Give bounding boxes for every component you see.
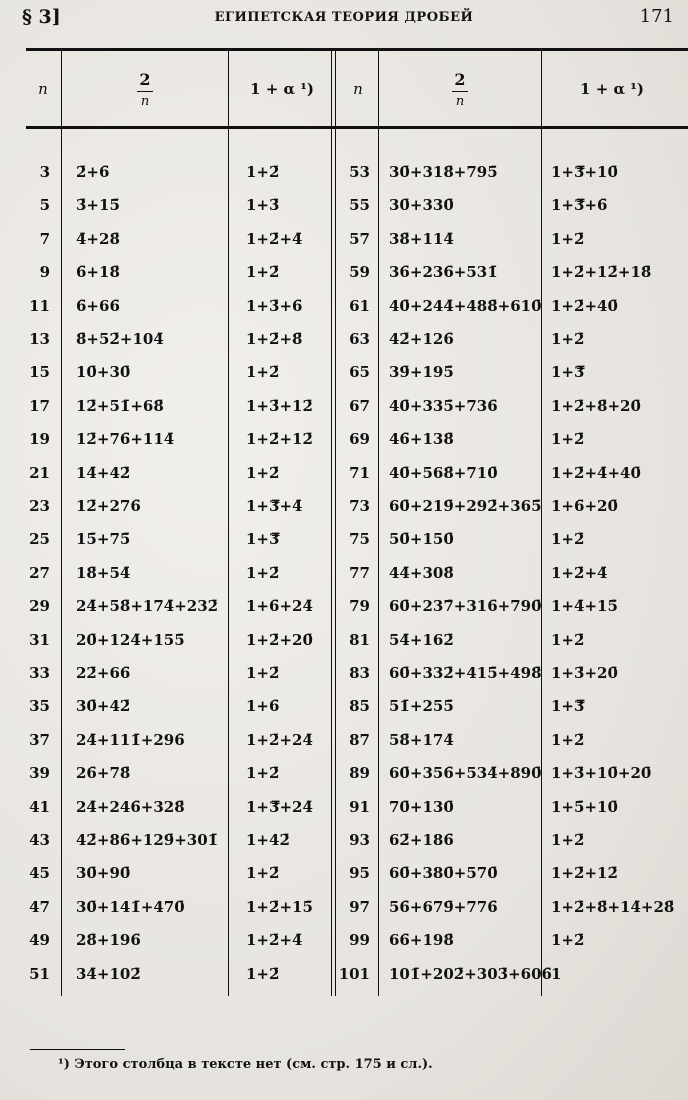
table-top-rule: [26, 48, 688, 51]
header-alpha: 1 + α ¹): [580, 80, 644, 98]
cell-fraction: 3̄+15̄: [76, 196, 120, 215]
table-row: [0, 697, 688, 730]
cell-alpha: 1+2̄+12̄: [246, 430, 313, 449]
cell-alpha: 1+2̄: [551, 229, 585, 248]
cell-alpha: 1+3̄+20̄: [551, 664, 618, 682]
cell-fraction: 101̄+202̄+303̄+606̄: [389, 964, 552, 983]
header-fraction: 2 n: [120, 70, 170, 109]
cell-alpha: 1+2̄: [246, 764, 280, 783]
cell-fraction: 24̄+246̄+328̄: [76, 797, 185, 816]
cell-alpha: 1+3̄+12̄: [246, 396, 313, 415]
cell-n: 37: [29, 730, 50, 749]
cell-n: 69: [349, 430, 370, 449]
cell-n: 61: [349, 296, 370, 315]
cell-alpha: 1+2̄+24̄: [246, 730, 313, 749]
cell-alpha: 1+3̿: [551, 697, 585, 716]
page-number: 171: [639, 6, 674, 27]
cell-fraction: 40̄+335̄+736̄: [389, 396, 498, 415]
cell-n: 93: [349, 831, 370, 849]
cell-fraction: 20̄+124̄+155̄: [76, 630, 185, 649]
cell-alpha: 1+2̄+8̄: [246, 330, 303, 348]
table-row: [0, 163, 688, 196]
cell-fraction: 60̄+356̄+534̄+890̄: [389, 764, 542, 783]
table-row: [0, 464, 688, 497]
cell-fraction: 30̄+141̄+470̄: [76, 897, 185, 916]
cell-fraction: 12̄+51̄+68̄: [76, 396, 164, 415]
cell-alpha: 1+2̄: [246, 163, 280, 181]
cell-n: 87: [349, 730, 370, 749]
table-row: [0, 297, 688, 330]
cell-fraction: 60̄+237̄+316̄+790̄: [389, 597, 542, 616]
cell-n: 49: [29, 931, 50, 950]
cell-n: 39: [29, 764, 50, 783]
cell-alpha: 1+2̄+4̄: [246, 931, 303, 950]
cell-n: 57: [349, 229, 370, 248]
cell-fraction: 14̄+42̄: [76, 463, 131, 482]
cell-n: 59: [349, 263, 370, 282]
cell-fraction: 10̄+30̄: [76, 363, 131, 382]
table-row: [0, 831, 688, 864]
cell-n: 97: [349, 897, 370, 916]
cell-n: 45: [29, 864, 50, 883]
cell-n: 71: [349, 463, 370, 482]
cell-alpha: 1: [551, 964, 562, 983]
cell-fraction: 51̄+255̄: [389, 697, 454, 716]
table-row: [0, 931, 688, 964]
cell-n: 9: [39, 263, 50, 282]
table-row: [0, 363, 688, 396]
cell-alpha: 1+3̿: [246, 530, 280, 549]
cell-n: 77: [349, 563, 370, 582]
cell-fraction: 44̄+308̄: [389, 563, 454, 582]
table-row: [0, 196, 688, 229]
cell-alpha: 1+2̄+4̄+40̄: [551, 463, 641, 482]
cell-n: 23: [29, 497, 50, 515]
table-row: [0, 597, 688, 630]
cell-alpha: 1+3̄+6̄: [246, 296, 303, 315]
cell-alpha: 1+3̿+24̄: [246, 797, 313, 816]
cell-fraction: 60̄+219̄+292̄+365̄: [389, 497, 542, 515]
cell-alpha: 1+2̄: [551, 931, 585, 950]
cell-fraction: 50̄+150̄: [389, 530, 454, 549]
cell-n: 89: [349, 764, 370, 783]
cell-alpha: 1+2̄: [551, 630, 585, 649]
cell-n: 35: [29, 697, 50, 716]
table-row: [0, 530, 688, 563]
cell-n: 5: [39, 196, 50, 215]
cell-fraction: 26̄+78̄: [76, 764, 131, 783]
cell-n: 47: [29, 897, 50, 916]
cell-alpha: 1+3̿: [551, 363, 585, 382]
cell-n: 13: [29, 330, 50, 348]
cell-fraction: 18̄+54̄: [76, 563, 131, 582]
cell-alpha: 1+2̄+4̄: [246, 229, 303, 248]
cell-alpha: 1+2̄: [246, 864, 280, 883]
cell-n: 65: [349, 363, 370, 382]
cell-n: 99: [349, 931, 370, 950]
running-header: [0, 4, 688, 32]
cell-n: 31: [29, 630, 50, 649]
cell-n: 19: [29, 430, 50, 449]
table-row: [0, 664, 688, 697]
cell-fraction: 8̄+52̄+104̄: [76, 330, 164, 348]
cell-fraction: 56̄+679̄+776̄: [389, 897, 498, 916]
table-header-rule: [26, 126, 688, 129]
footnote-rule: [30, 1049, 125, 1050]
cell-alpha: 1+5̄+10̄: [551, 797, 618, 816]
cell-n: 33: [29, 664, 50, 682]
cell-alpha: 1+3̿+10̄: [551, 163, 618, 181]
cell-n: 75: [349, 530, 370, 549]
cell-alpha: 1+2̄+12̄+18̄: [551, 263, 652, 282]
cell-n: 101: [338, 964, 370, 983]
cell-fraction: 60̄+380̄+570̄: [389, 864, 498, 883]
cell-n: 15: [29, 363, 50, 382]
cell-alpha: 1+2̄+8̄+20̄: [551, 396, 641, 415]
cell-n: 7: [39, 229, 50, 248]
cell-n: 79: [349, 597, 370, 616]
cell-n: 67: [349, 396, 370, 415]
cell-fraction: 34̄+102̄: [76, 964, 141, 983]
footnote: ¹) Этого столбца в тексте нет (см. стр. 175 и сл.).: [58, 1057, 433, 1072]
cell-fraction: 24̄+111̄+296̄: [76, 730, 185, 749]
cell-fraction: 40̄+244̄+488̄+610̄: [389, 296, 542, 315]
cell-n: 95: [349, 864, 370, 883]
cell-alpha: 1+2̄+4̄: [551, 563, 608, 582]
cell-fraction: 38̄+114̄: [389, 229, 454, 248]
cell-alpha: 1+2̄+20̄: [246, 630, 313, 649]
header-fraction: 2 n: [435, 70, 485, 109]
table-row: [0, 864, 688, 897]
cell-fraction: 30̄+90̄: [76, 864, 131, 883]
cell-fraction: 6̄+66̄: [76, 296, 120, 315]
table-row: [0, 497, 688, 530]
cell-fraction: 58̄+174̄: [389, 730, 454, 749]
cell-fraction: 30̄+330̄: [389, 196, 454, 215]
cell-n: 91: [349, 797, 370, 816]
cell-fraction: 62̄+186̄: [389, 831, 454, 849]
cell-fraction: 15̄+75̄: [76, 530, 131, 549]
cell-alpha: 1+3̿+4̄: [246, 497, 303, 515]
section-number: § 3]: [22, 6, 61, 28]
cell-alpha: 1+2̄: [246, 664, 280, 682]
cell-fraction: 4̄+28̄: [76, 229, 120, 248]
cell-n: 81: [349, 630, 370, 649]
table-row: [0, 764, 688, 797]
cell-alpha: 1+6̄: [246, 697, 280, 716]
cell-n: 3: [39, 163, 50, 181]
cell-fraction: 54̄+162̄: [389, 630, 454, 649]
table-row: [0, 263, 688, 296]
table-row: [0, 230, 688, 263]
cell-alpha: 1+42̄: [246, 831, 290, 849]
cell-n: 43: [29, 831, 50, 849]
cell-alpha: 1+3̄: [246, 196, 280, 215]
cell-n: 11: [29, 296, 50, 315]
cell-n: 27: [29, 563, 50, 582]
table-row: [0, 430, 688, 463]
table-row: [0, 898, 688, 931]
cell-fraction: 40̄+568̄+710̄: [389, 463, 498, 482]
cell-alpha: 1+4̄+15̄: [551, 597, 618, 616]
cell-alpha: 1+2̄: [246, 563, 280, 582]
cell-n: 25: [29, 530, 50, 549]
cell-alpha: 1+2̄: [551, 530, 585, 549]
cell-n: 41: [29, 797, 50, 816]
cell-fraction: 30̄+318̄+795̄: [389, 163, 498, 181]
cell-n: 29: [29, 597, 50, 616]
cell-alpha: 1+2̄: [551, 330, 585, 348]
cell-fraction: 6̄+18̄: [76, 263, 120, 282]
cell-n: 73: [349, 497, 370, 515]
cell-fraction: 42̄+126̄: [389, 330, 454, 348]
cell-fraction: 12̄+276̄: [76, 497, 141, 515]
cell-fraction: 66̄+198̄: [389, 931, 454, 950]
table-row: [0, 397, 688, 430]
cell-alpha: 1+2̄+15̄: [246, 897, 313, 916]
cell-fraction: 12̄+76̄+114̄: [76, 430, 175, 449]
cell-n: 53: [349, 163, 370, 181]
cell-n: 63: [349, 330, 370, 348]
cell-alpha: 1+2̄: [551, 430, 585, 449]
cell-n: 17: [29, 396, 50, 415]
header-n: n: [38, 80, 48, 98]
cell-fraction: 28̄+196̄: [76, 931, 141, 950]
cell-fraction: 24̄+58̄+174̄+232̄: [76, 597, 219, 616]
cell-fraction: 30̄+42̄: [76, 697, 131, 716]
cell-alpha: 1+6̄+24̄: [246, 597, 313, 616]
table-row: [0, 965, 688, 998]
cell-n: 21: [29, 463, 50, 482]
cell-alpha: 1+2̄: [551, 831, 585, 849]
header-alpha: 1 + α ¹): [250, 80, 314, 98]
cell-fraction: 60̄+332̄+415̄+498̄: [389, 664, 542, 682]
cell-fraction: 70̄+130̄: [389, 797, 454, 816]
cell-alpha: 1+2̄: [246, 964, 280, 983]
header-n: n: [353, 80, 363, 98]
table-row: [0, 731, 688, 764]
cell-alpha: 1+2̄: [551, 730, 585, 749]
table-row: [0, 631, 688, 664]
cell-n: 55: [349, 196, 370, 215]
cell-fraction: 39̄+195̄: [389, 363, 454, 382]
cell-fraction: 42̄+86̄+129̄+301̄: [76, 831, 219, 849]
cell-fraction: 46̄+138̄: [389, 430, 454, 449]
cell-alpha: 1+6̄+20̄: [551, 497, 618, 515]
table-row: [0, 798, 688, 831]
cell-alpha: 1+3̿+6̄: [551, 196, 608, 215]
table-row: [0, 564, 688, 597]
cell-fraction: 2̄+6̄: [76, 163, 110, 181]
cell-alpha: 1+3̄+10̄+20̄: [551, 764, 652, 783]
cell-alpha: 1+2̄+8̄+14̄+28̄: [551, 897, 675, 916]
cell-n: 83: [349, 664, 370, 682]
cell-alpha: 1+2̄+12̄: [551, 864, 618, 883]
table-row: [0, 330, 688, 363]
cell-alpha: 1+2̄+40̄: [551, 296, 618, 315]
cell-fraction: 22̄+66̄: [76, 664, 131, 682]
cell-fraction: 36̄+236̄+531̄: [389, 263, 498, 282]
cell-n: 51: [29, 964, 50, 983]
cell-n: 85: [349, 697, 370, 716]
cell-alpha: 1+2̄: [246, 463, 280, 482]
page-title: ЕГИПЕТСКАЯ ТЕОРИЯ ДРОБЕЙ: [214, 10, 474, 25]
cell-alpha: 1+2̄: [246, 263, 280, 282]
cell-alpha: 1+2̄: [246, 363, 280, 382]
